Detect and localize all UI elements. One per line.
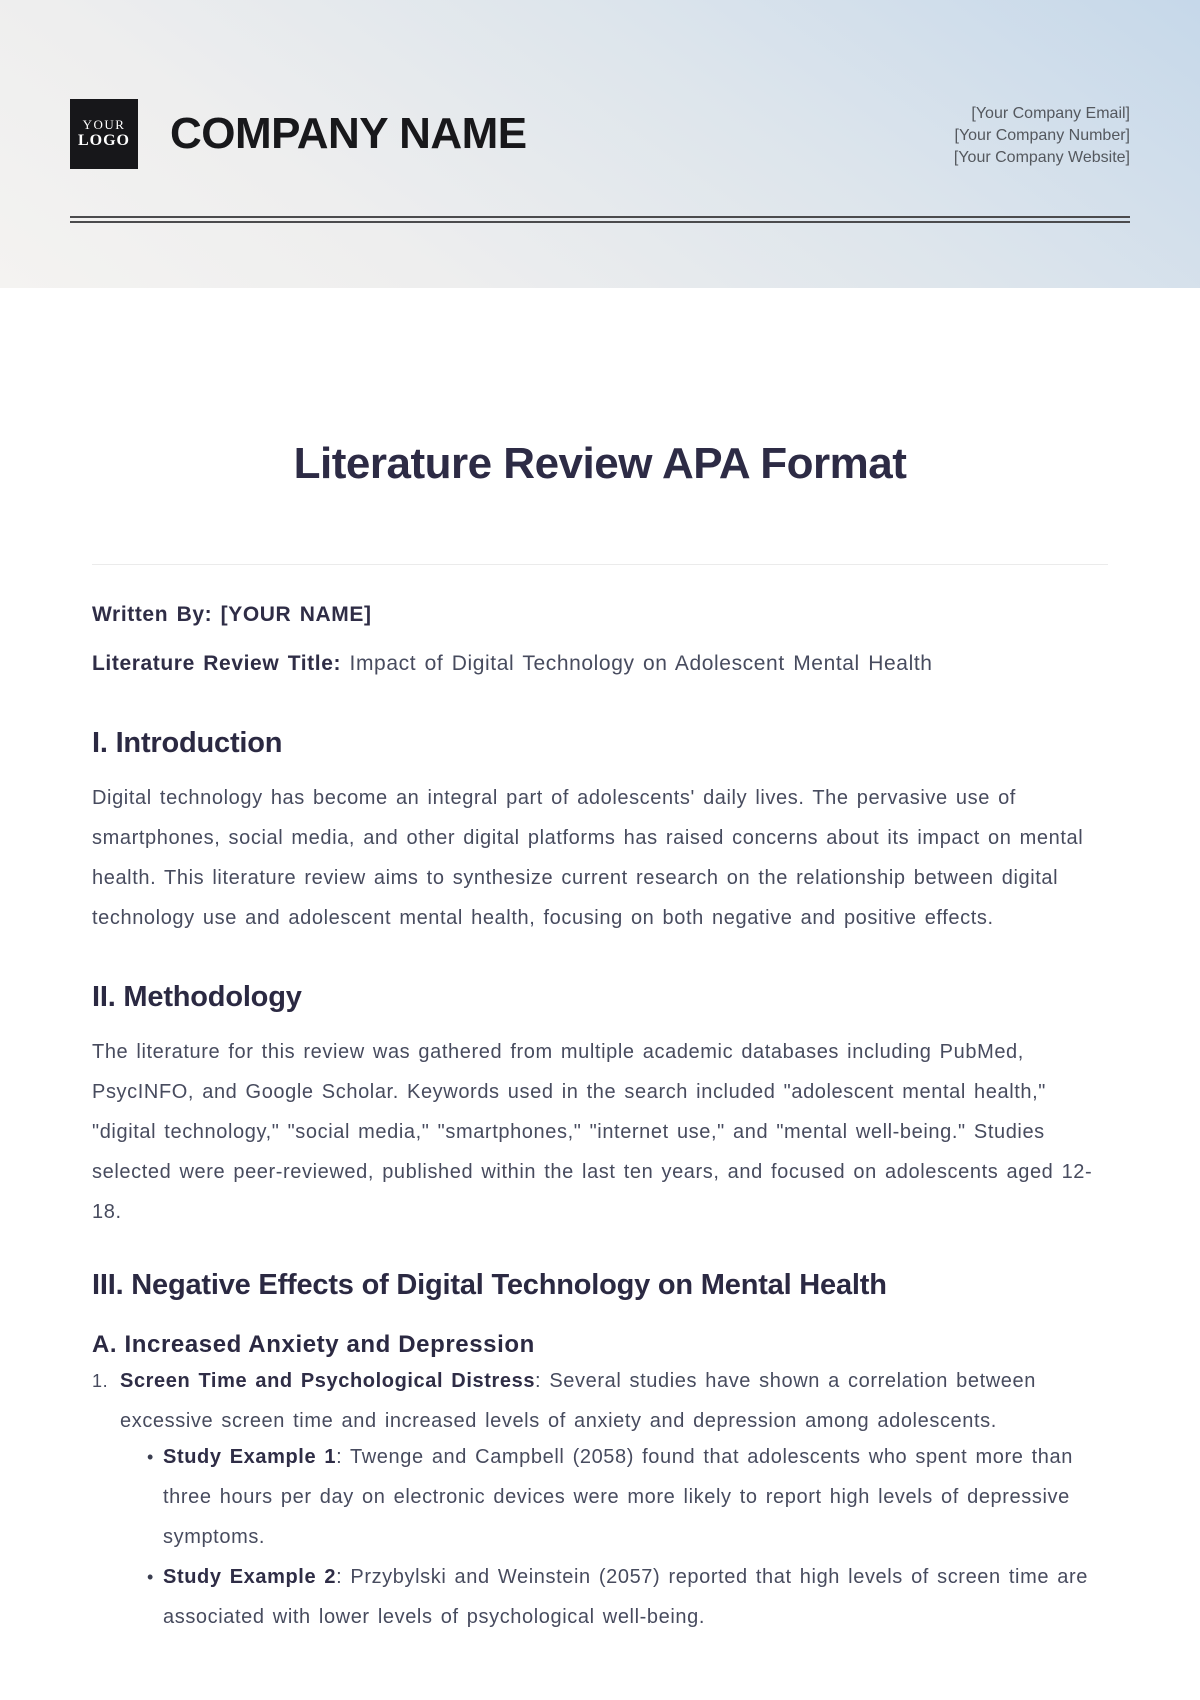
subsection-heading-anxiety-depression: A. Increased Anxiety and Depression bbox=[92, 1331, 535, 1358]
study-examples-list bbox=[120, 1437, 1108, 1637]
written-by-label: Written By: bbox=[92, 603, 213, 626]
page-title: Literature Review APA Format bbox=[293, 439, 907, 488]
section-heading-introduction: I. Introduction bbox=[92, 727, 283, 759]
study-example-2-label: Study Example 2 bbox=[163, 1566, 337, 1588]
study-example-1-text: : Twenge and Campbell (2058) found that adolescents who spent more than three hours per day on electronic devices were more likely to report high levels of depressive symptoms. bbox=[163, 1446, 1073, 1548]
study-example-2-text: : Przybylski and Weinstein (2057) reported that high levels of screen time are associated with lower levels of psychological well-being. bbox=[163, 1566, 1088, 1628]
company-name: COMPANY NAME bbox=[170, 109, 527, 158]
list-item-number: 1. bbox=[92, 1371, 109, 1391]
review-title-value: Impact of Digital Technology on Adolescent Mental Health bbox=[349, 652, 933, 675]
company-contact-block bbox=[954, 103, 1130, 169]
header-divider bbox=[70, 216, 1130, 223]
document-body bbox=[0, 436, 1200, 1637]
list-item-text: : Several studies have shown a correlation between excessive screen time and increased levels of anxiety and depression among adolescents. bbox=[120, 1370, 1036, 1432]
bullet-icon: • bbox=[147, 1567, 154, 1587]
company-email-placeholder: [Your Company Email] bbox=[971, 104, 1130, 122]
company-website-placeholder: [Your Company Website] bbox=[953, 148, 1130, 166]
list-item-label: Screen Time and Psychological Distress bbox=[120, 1370, 536, 1392]
study-example-1-label: Study Example 1 bbox=[163, 1446, 337, 1468]
numbered-list-item bbox=[92, 1361, 1108, 1637]
review-title-line bbox=[92, 650, 1108, 678]
section-methodology bbox=[92, 978, 1108, 1232]
written-by-value: [YOUR NAME] bbox=[220, 603, 372, 626]
written-by-line bbox=[92, 601, 1108, 629]
introduction-paragraph: Digital technology has become an integral part of adolescents' daily lives. The pervasive use of smartphones, social media, and other digital platforms has raised concerns about its impact on mental health. This literature review aims to synthesize current research on the relationship between digital technology use and adolescent mental health, focusing on both negative and positive effects. bbox=[92, 787, 1084, 929]
logo-text-line2: LOGO bbox=[77, 132, 130, 150]
methodology-paragraph: The literature for this review was gathered from multiple academic databases including PubMed, PsycINFO, and Google Scholar. Keywords used in the search included "adolescent mental health," "digital technology," "social media," "smartphones," "internet use," and "mental well-being." Studies selected were peer-reviewed, published within the last ten years, and focused on adolescents aged 12-18. bbox=[92, 1041, 1093, 1223]
section-introduction bbox=[92, 724, 1108, 938]
section-negative-effects bbox=[92, 1266, 1108, 1637]
title-divider bbox=[92, 564, 1108, 565]
logo-text-line1: YOUR bbox=[82, 117, 126, 133]
company-logo bbox=[70, 99, 138, 169]
review-title-label: Literature Review Title: bbox=[92, 652, 342, 675]
section-heading-methodology: II. Methodology bbox=[92, 981, 302, 1013]
list-item-study-example-2 bbox=[147, 1557, 1108, 1637]
list-item-study-example-1 bbox=[147, 1437, 1108, 1557]
bullet-icon: • bbox=[147, 1447, 154, 1467]
letterhead-band bbox=[0, 0, 1200, 288]
company-number-placeholder: [Your Company Number] bbox=[954, 126, 1130, 144]
section-heading-negative-effects: III. Negative Effects of Digital Technology on Mental Health bbox=[92, 1269, 887, 1301]
letterhead-row bbox=[70, 99, 1130, 169]
